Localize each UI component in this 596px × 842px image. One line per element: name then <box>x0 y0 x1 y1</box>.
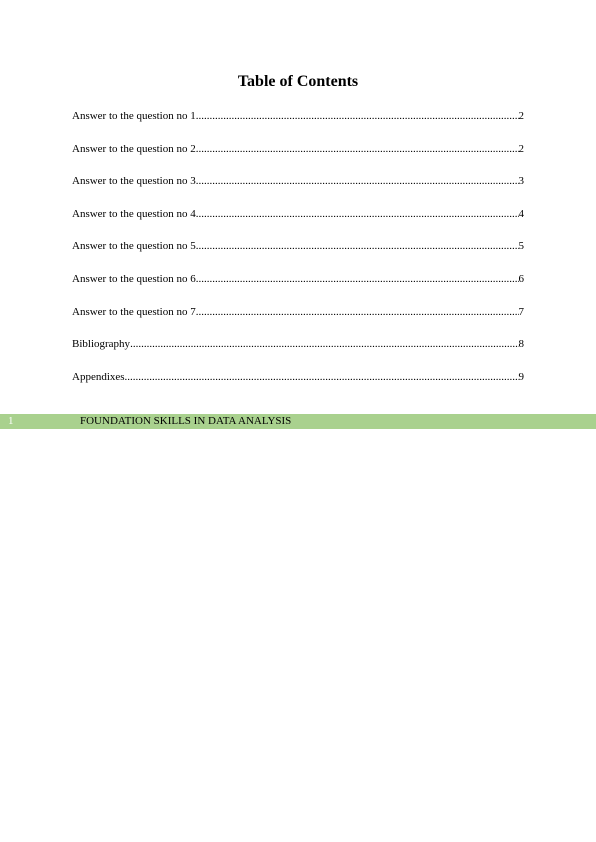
toc-entry-label: Bibliography <box>72 338 131 351</box>
page-title: Table of Contents <box>237 73 359 90</box>
toc-dot-leader <box>196 108 519 124</box>
toc-entry-question-1[interactable] <box>72 108 524 141</box>
toc-entry-question-7[interactable] <box>72 304 524 337</box>
toc-dot-leader <box>196 238 519 254</box>
toc-entry-appendixes[interactable] <box>72 369 524 402</box>
toc-entry-label: Answer to the question no 1 <box>72 110 196 122</box>
toc-dot-leader <box>196 206 519 222</box>
toc-entry-question-6[interactable] <box>72 271 524 304</box>
toc-entry-page: 9 <box>518 370 524 383</box>
toc-entry-question-4[interactable] <box>72 206 524 239</box>
toc-dot-leader <box>125 369 519 385</box>
toc-entry-label: Answer to the question no 5 <box>72 240 196 253</box>
toc-entry-bibliography[interactable] <box>72 336 524 369</box>
toc-entry-page: 5 <box>518 240 524 253</box>
toc-entry-label: Answer to the question no 7 <box>72 305 196 318</box>
toc-entry-page: 8 <box>518 338 524 351</box>
toc-dot-leader <box>196 173 519 189</box>
toc-entry-label: Answer to the question no 3 <box>72 175 196 188</box>
footer-page-number: 1 <box>8 415 14 427</box>
toc-entry-question-2[interactable] <box>72 141 524 174</box>
toc-entry-page: 4 <box>518 207 524 220</box>
toc-entry-page: 6 <box>518 272 524 285</box>
toc-entry-page: 7 <box>518 305 524 318</box>
toc-dot-leader <box>130 336 518 352</box>
toc-dot-leader <box>196 304 519 320</box>
toc-entry-label: Appendixes <box>72 370 125 383</box>
toc-dot-leader <box>196 271 519 287</box>
footer-title: FOUNDATION SKILLS IN DATA ANALYSIS <box>80 415 292 427</box>
toc-entry-question-3[interactable] <box>72 173 524 206</box>
toc-dot-leader <box>196 141 519 157</box>
toc-entry-label: Answer to the question no 6 <box>72 272 196 285</box>
toc-entry-question-5[interactable] <box>72 238 524 271</box>
toc-entry-label: Answer to the question no 4 <box>72 207 196 220</box>
toc-entry-page: 2 <box>518 110 524 122</box>
footer-band <box>0 414 596 429</box>
toc-entry-page: 2 <box>518 142 524 155</box>
toc-entry-label: Answer to the question no 2 <box>72 142 196 155</box>
toc-list <box>72 108 524 401</box>
toc-entry-page: 3 <box>518 175 524 188</box>
